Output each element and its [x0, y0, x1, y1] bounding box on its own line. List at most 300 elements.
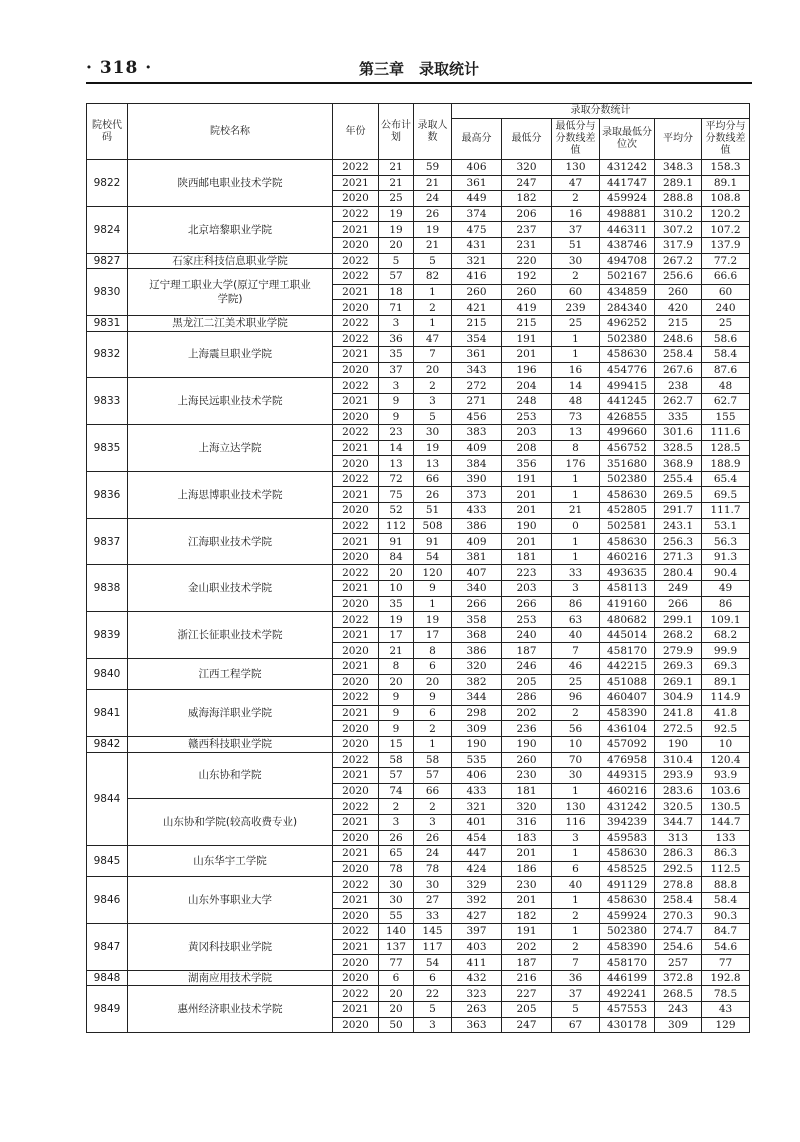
min-score-cell: 356: [502, 456, 552, 472]
min-rank-cell: 458630: [600, 892, 655, 908]
avg-diff-cell: 10: [702, 736, 750, 752]
year-cell: 2020: [333, 237, 379, 253]
avg-diff-cell: 130.5: [702, 799, 750, 815]
min-diff-cell: 37: [552, 222, 600, 238]
col-header-min: 最低分: [502, 119, 552, 160]
plan-cell: 8: [379, 659, 414, 675]
plan-cell: 5: [379, 253, 414, 269]
min-diff-cell: 67: [552, 1017, 600, 1033]
min-diff-cell: 33: [552, 565, 600, 581]
year-cell: 2021: [333, 1002, 379, 1018]
school-name-line: 黄冈科技职业学院: [188, 940, 272, 953]
min-rank-cell: 493635: [600, 565, 655, 581]
min-diff-cell: 48: [552, 393, 600, 409]
avg-diff-cell: 58.4: [702, 892, 750, 908]
school-code-cell: 9842: [87, 736, 128, 752]
school-name-cell: [128, 736, 333, 752]
max-score-cell: 260: [452, 284, 502, 300]
min-rank-cell: 441245: [600, 393, 655, 409]
max-score-cell: 373: [452, 487, 502, 503]
avg-diff-cell: 86: [702, 596, 750, 612]
min-diff-cell: 25: [552, 674, 600, 690]
year-cell: 2021: [333, 659, 379, 675]
table-row: [87, 986, 750, 1002]
avg-score-cell: 291.7: [655, 503, 702, 519]
table-row: [87, 612, 750, 628]
min-rank-cell: 491129: [600, 877, 655, 893]
min-diff-cell: 6: [552, 861, 600, 877]
max-score-cell: 382: [452, 674, 502, 690]
school-name-line: 学院): [217, 293, 243, 306]
max-score-cell: 309: [452, 721, 502, 737]
avg-score-cell: 335: [655, 409, 702, 425]
avg-diff-cell: 90.4: [702, 565, 750, 581]
plan-cell: 35: [379, 347, 414, 363]
min-score-cell: 286: [502, 690, 552, 706]
min-diff-cell: 46: [552, 659, 600, 675]
min-diff-cell: 1: [552, 471, 600, 487]
min-score-cell: 260: [502, 752, 552, 768]
max-score-cell: 368: [452, 627, 502, 643]
min-rank-cell: 499660: [600, 425, 655, 441]
min-diff-cell: 86: [552, 596, 600, 612]
min-diff-cell: 21: [552, 503, 600, 519]
col-header-max: 最高分: [452, 119, 502, 160]
year-cell: 2022: [333, 612, 379, 628]
year-cell: 2021: [333, 814, 379, 830]
min-score-cell: 208: [502, 440, 552, 456]
admitted-cell: 26: [414, 487, 452, 503]
admitted-cell: 19: [414, 612, 452, 628]
admitted-cell: 26: [414, 830, 452, 846]
page-header: [86, 56, 752, 82]
year-cell: 2021: [333, 939, 379, 955]
max-score-cell: 449: [452, 191, 502, 207]
avg-score-cell: 267.6: [655, 362, 702, 378]
min-score-cell: 201: [502, 503, 552, 519]
min-diff-cell: 239: [552, 300, 600, 316]
plan-cell: 9: [379, 705, 414, 721]
min-diff-cell: 176: [552, 456, 600, 472]
admitted-cell: 5: [414, 253, 452, 269]
max-score-cell: 323: [452, 986, 502, 1002]
table-row: [87, 752, 750, 768]
min-rank-cell: 459924: [600, 908, 655, 924]
avg-score-cell: 301.6: [655, 425, 702, 441]
max-score-cell: 361: [452, 175, 502, 191]
school-name-cell: [128, 877, 333, 924]
year-cell: 2020: [333, 300, 379, 316]
admitted-cell: 9: [414, 690, 452, 706]
admitted-cell: 1: [414, 736, 452, 752]
min-score-cell: 186: [502, 861, 552, 877]
plan-cell: 21: [379, 643, 414, 659]
admissions-table: [86, 103, 750, 1033]
year-cell: 2021: [333, 846, 379, 862]
avg-diff-cell: 114.9: [702, 690, 750, 706]
min-score-cell: 215: [502, 315, 552, 331]
plan-cell: 23: [379, 425, 414, 441]
min-rank-cell: 419160: [600, 596, 655, 612]
school-code-cell: 9836: [87, 471, 128, 518]
school-code-cell: 9831: [87, 315, 128, 331]
avg-diff-cell: 48: [702, 378, 750, 394]
min-diff-cell: 73: [552, 409, 600, 425]
school-name-cell: [128, 518, 333, 565]
table-row: [87, 378, 750, 394]
avg-diff-cell: 43: [702, 1002, 750, 1018]
min-diff-cell: 2: [552, 908, 600, 924]
avg-score-cell: 248.6: [655, 331, 702, 347]
school-code-cell: 9848: [87, 970, 128, 986]
min-score-cell: 201: [502, 347, 552, 363]
table-row: [87, 331, 750, 347]
plan-cell: 9: [379, 409, 414, 425]
avg-score-cell: 279.9: [655, 643, 702, 659]
max-score-cell: 411: [452, 955, 502, 971]
avg-diff-cell: 103.6: [702, 783, 750, 799]
min-rank-cell: 460407: [600, 690, 655, 706]
avg-score-cell: 280.4: [655, 565, 702, 581]
min-score-cell: 247: [502, 1017, 552, 1033]
min-rank-cell: 284340: [600, 300, 655, 316]
min-score-cell: 201: [502, 487, 552, 503]
school-name-line: 江海职业技术学院: [188, 535, 272, 548]
min-rank-cell: 452805: [600, 503, 655, 519]
max-score-cell: 215: [452, 315, 502, 331]
min-rank-cell: 480682: [600, 612, 655, 628]
max-score-cell: 456: [452, 409, 502, 425]
avg-score-cell: 269.3: [655, 659, 702, 675]
year-cell: 2022: [333, 518, 379, 534]
plan-cell: 20: [379, 986, 414, 1002]
plan-cell: 3: [379, 315, 414, 331]
min-score-cell: 183: [502, 830, 552, 846]
admitted-cell: 20: [414, 362, 452, 378]
min-rank-cell: 458630: [600, 487, 655, 503]
admitted-cell: 82: [414, 269, 452, 285]
avg-score-cell: 292.5: [655, 861, 702, 877]
avg-diff-cell: 128.5: [702, 440, 750, 456]
school-code-cell: 9824: [87, 206, 128, 253]
avg-diff-cell: 88.8: [702, 877, 750, 893]
avg-diff-cell: 108.8: [702, 191, 750, 207]
min-rank-cell: 457553: [600, 1002, 655, 1018]
min-diff-cell: 1: [552, 924, 600, 940]
avg-diff-cell: 62.7: [702, 393, 750, 409]
year-cell: 2022: [333, 752, 379, 768]
min-diff-cell: 1: [552, 487, 600, 503]
max-score-cell: 190: [452, 736, 502, 752]
admitted-cell: 91: [414, 534, 452, 550]
year-cell: 2021: [333, 393, 379, 409]
max-score-cell: 340: [452, 581, 502, 597]
avg-diff-cell: 86.3: [702, 846, 750, 862]
table-row: [87, 269, 750, 285]
max-score-cell: 344: [452, 690, 502, 706]
min-diff-cell: 2: [552, 705, 600, 721]
admitted-cell: 58: [414, 752, 452, 768]
avg-diff-cell: 56.3: [702, 534, 750, 550]
max-score-cell: 343: [452, 362, 502, 378]
min-rank-cell: 476958: [600, 752, 655, 768]
min-score-cell: 191: [502, 924, 552, 940]
avg-diff-cell: 65.4: [702, 471, 750, 487]
max-score-cell: 358: [452, 612, 502, 628]
min-diff-cell: 1: [552, 347, 600, 363]
min-score-cell: 246: [502, 659, 552, 675]
year-cell: 2022: [333, 986, 379, 1002]
plan-cell: 10: [379, 581, 414, 597]
plan-cell: 50: [379, 1017, 414, 1033]
admitted-cell: 21: [414, 237, 452, 253]
max-score-cell: 424: [452, 861, 502, 877]
avg-diff-cell: 58.6: [702, 331, 750, 347]
admitted-cell: 30: [414, 425, 452, 441]
year-cell: 2022: [333, 425, 379, 441]
avg-score-cell: 262.7: [655, 393, 702, 409]
plan-cell: 21: [379, 175, 414, 191]
avg-score-cell: 310.4: [655, 752, 702, 768]
min-score-cell: 236: [502, 721, 552, 737]
school-name-cell: [128, 690, 333, 737]
year-cell: 2020: [333, 643, 379, 659]
plan-cell: 9: [379, 690, 414, 706]
min-diff-cell: 130: [552, 799, 600, 815]
max-score-cell: 386: [452, 643, 502, 659]
admitted-cell: 57: [414, 768, 452, 784]
admitted-cell: 66: [414, 783, 452, 799]
min-score-cell: 316: [502, 814, 552, 830]
school-code-cell: 9833: [87, 378, 128, 425]
max-score-cell: 397: [452, 924, 502, 940]
min-diff-cell: 1: [552, 783, 600, 799]
max-score-cell: 454: [452, 830, 502, 846]
avg-diff-cell: 107.2: [702, 222, 750, 238]
avg-score-cell: 190: [655, 736, 702, 752]
table-row: [87, 160, 750, 176]
avg-score-cell: 307.2: [655, 222, 702, 238]
min-diff-cell: 40: [552, 627, 600, 643]
school-name-cell: [128, 253, 333, 269]
min-score-cell: 247: [502, 175, 552, 191]
min-score-cell: 220: [502, 253, 552, 269]
school-name-line: 北京培黎职业学院: [188, 223, 272, 236]
year-cell: 2021: [333, 892, 379, 908]
avg-diff-cell: 78.5: [702, 986, 750, 1002]
avg-diff-cell: 137.9: [702, 237, 750, 253]
avg-score-cell: 269.5: [655, 487, 702, 503]
min-rank-cell: 459583: [600, 830, 655, 846]
avg-diff-cell: 87.6: [702, 362, 750, 378]
max-score-cell: 433: [452, 503, 502, 519]
min-rank-cell: 436104: [600, 721, 655, 737]
avg-diff-cell: 69.3: [702, 659, 750, 675]
min-rank-cell: 459924: [600, 191, 655, 207]
min-score-cell: 320: [502, 160, 552, 176]
plan-cell: 2: [379, 799, 414, 815]
school-name-line: 江西工程学院: [198, 668, 262, 681]
year-cell: 2020: [333, 549, 379, 565]
max-score-cell: 432: [452, 970, 502, 986]
year-cell: 2020: [333, 503, 379, 519]
min-diff-cell: 63: [552, 612, 600, 628]
avg-diff-cell: 111.6: [702, 425, 750, 441]
min-diff-cell: 47: [552, 175, 600, 191]
min-score-cell: 196: [502, 362, 552, 378]
avg-score-cell: 299.1: [655, 612, 702, 628]
min-score-cell: 253: [502, 612, 552, 628]
chapter-title: 第三章 录取统计: [358, 60, 479, 78]
min-diff-cell: 37: [552, 986, 600, 1002]
year-cell: 2022: [333, 378, 379, 394]
year-cell: 2021: [333, 627, 379, 643]
admitted-cell: 30: [414, 877, 452, 893]
admitted-cell: 24: [414, 191, 452, 207]
school-code-cell: 9849: [87, 986, 128, 1033]
min-diff-cell: 25: [552, 315, 600, 331]
min-rank-cell: 438746: [600, 237, 655, 253]
avg-diff-cell: 49: [702, 581, 750, 597]
min-score-cell: 191: [502, 471, 552, 487]
avg-diff-cell: 111.7: [702, 503, 750, 519]
min-rank-cell: 451088: [600, 674, 655, 690]
plan-cell: 91: [379, 534, 414, 550]
min-score-cell: 230: [502, 768, 552, 784]
avg-diff-cell: 93.9: [702, 768, 750, 784]
school-name-line: 威海海洋职业学院: [188, 707, 272, 720]
min-score-cell: 182: [502, 191, 552, 207]
avg-score-cell: 269.1: [655, 674, 702, 690]
admitted-cell: 17: [414, 627, 452, 643]
min-diff-cell: 7: [552, 643, 600, 659]
max-score-cell: 407: [452, 565, 502, 581]
avg-score-cell: 260: [655, 284, 702, 300]
year-cell: 2020: [333, 908, 379, 924]
plan-cell: 14: [379, 440, 414, 456]
min-diff-cell: 2: [552, 269, 600, 285]
admitted-cell: 47: [414, 331, 452, 347]
school-name-line: 黑龙江二江美术职业学院: [172, 317, 288, 330]
plan-cell: 20: [379, 674, 414, 690]
school-name-line: 山东协和学院(较高收费专业): [162, 816, 298, 829]
min-rank-cell: 498881: [600, 206, 655, 222]
max-score-cell: 263: [452, 1002, 502, 1018]
avg-score-cell: 254.6: [655, 939, 702, 955]
min-rank-cell: 458170: [600, 643, 655, 659]
table-body: [87, 160, 750, 1033]
avg-diff-cell: 68.2: [702, 627, 750, 643]
avg-diff-cell: 90.3: [702, 908, 750, 924]
min-diff-cell: 70: [552, 752, 600, 768]
admitted-cell: 1: [414, 596, 452, 612]
school-name-line: 山东外事职业大学: [188, 894, 272, 907]
plan-cell: 84: [379, 549, 414, 565]
min-diff-cell: 16: [552, 206, 600, 222]
admitted-cell: 117: [414, 939, 452, 955]
avg-diff-cell: 158.3: [702, 160, 750, 176]
school-name-cell: [128, 471, 333, 518]
col-header-admitted: 录取人数: [414, 104, 452, 160]
avg-diff-cell: 144.7: [702, 814, 750, 830]
school-name-cell: [128, 160, 333, 207]
min-score-cell: 201: [502, 846, 552, 862]
plan-cell: 9: [379, 393, 414, 409]
year-cell: 2020: [333, 736, 379, 752]
school-name-line: 山东协和学院: [198, 769, 262, 782]
year-cell: 2020: [333, 783, 379, 799]
avg-score-cell: 293.9: [655, 768, 702, 784]
min-rank-cell: 426855: [600, 409, 655, 425]
admitted-cell: 20: [414, 674, 452, 690]
admitted-cell: 6: [414, 970, 452, 986]
avg-score-cell: 266: [655, 596, 702, 612]
min-rank-cell: 502380: [600, 331, 655, 347]
school-name-line: 上海震旦职业学院: [188, 348, 272, 361]
min-rank-cell: 441747: [600, 175, 655, 191]
year-cell: 2022: [333, 315, 379, 331]
school-code-cell: 9845: [87, 846, 128, 877]
school-code-cell: 9835: [87, 425, 128, 472]
plan-cell: 26: [379, 830, 414, 846]
max-score-cell: 409: [452, 534, 502, 550]
min-score-cell: 201: [502, 534, 552, 550]
year-cell: 2021: [333, 440, 379, 456]
admitted-cell: 120: [414, 565, 452, 581]
admitted-cell: 9: [414, 581, 452, 597]
min-diff-cell: 30: [552, 253, 600, 269]
avg-diff-cell: 53.1: [702, 518, 750, 534]
avg-diff-cell: 109.1: [702, 612, 750, 628]
min-score-cell: 204: [502, 378, 552, 394]
min-diff-cell: 96: [552, 690, 600, 706]
min-rank-cell: 446199: [600, 970, 655, 986]
min-diff-cell: 8: [552, 440, 600, 456]
school-name-cell: [128, 269, 333, 316]
plan-cell: 74: [379, 783, 414, 799]
max-score-cell: 409: [452, 440, 502, 456]
school-name-line: 石家庄科技信息职业学院: [172, 254, 288, 267]
avg-diff-cell: 129: [702, 1017, 750, 1033]
min-rank-cell: 458390: [600, 939, 655, 955]
max-score-cell: 266: [452, 596, 502, 612]
admitted-cell: 27: [414, 892, 452, 908]
avg-score-cell: 313: [655, 830, 702, 846]
min-score-cell: 227: [502, 986, 552, 1002]
school-name-line: 上海思博职业技术学院: [177, 488, 283, 501]
avg-diff-cell: 155: [702, 409, 750, 425]
table-row: [87, 471, 750, 487]
avg-score-cell: 257: [655, 955, 702, 971]
min-diff-cell: 0: [552, 518, 600, 534]
year-cell: 2020: [333, 861, 379, 877]
table-row: [87, 565, 750, 581]
admitted-cell: 7: [414, 347, 452, 363]
col-header-name: 院校名称: [128, 104, 333, 160]
year-cell: 2022: [333, 690, 379, 706]
admitted-cell: 5: [414, 1002, 452, 1018]
avg-score-cell: 283.6: [655, 783, 702, 799]
admitted-cell: 54: [414, 955, 452, 971]
admitted-cell: 3: [414, 393, 452, 409]
year-cell: 2022: [333, 799, 379, 815]
min-rank-cell: 434859: [600, 284, 655, 300]
school-name-line: 山东华宇工学院: [193, 855, 267, 868]
max-score-cell: 272: [452, 378, 502, 394]
plan-cell: 137: [379, 939, 414, 955]
table-row: [87, 877, 750, 893]
min-rank-cell: 351680: [600, 456, 655, 472]
